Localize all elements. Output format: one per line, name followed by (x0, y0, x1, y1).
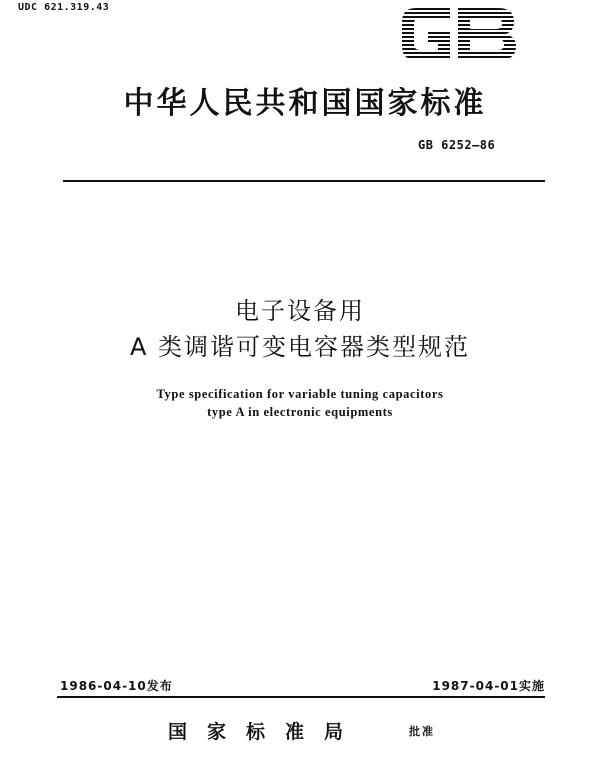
document-title-cn-line2: A 类调谐可变电容器类型规范 (129, 333, 471, 361)
top-divider (63, 180, 545, 182)
document-title-en-line1: Type specification for variable tuning capacitors (156, 387, 444, 401)
udc-number: UDC 621.319.43 (18, 2, 110, 13)
gb-logo (398, 4, 520, 64)
document-title-cn-line1: 电子设备用 (235, 297, 365, 325)
bottom-divider (57, 696, 545, 698)
implement-date: 1987-04-01实施 (432, 679, 545, 693)
approval-mark: 批准 (409, 725, 435, 738)
standard-code: GB 6252—86 (418, 138, 496, 152)
issuing-authority: 国家标准局 (168, 721, 364, 743)
standard-title: 中华人民共和国国家标准 (123, 86, 487, 121)
issue-date: 1986-04-10发布 (60, 679, 173, 693)
document-title-en-line2: type A in electronic equipments (207, 405, 393, 419)
